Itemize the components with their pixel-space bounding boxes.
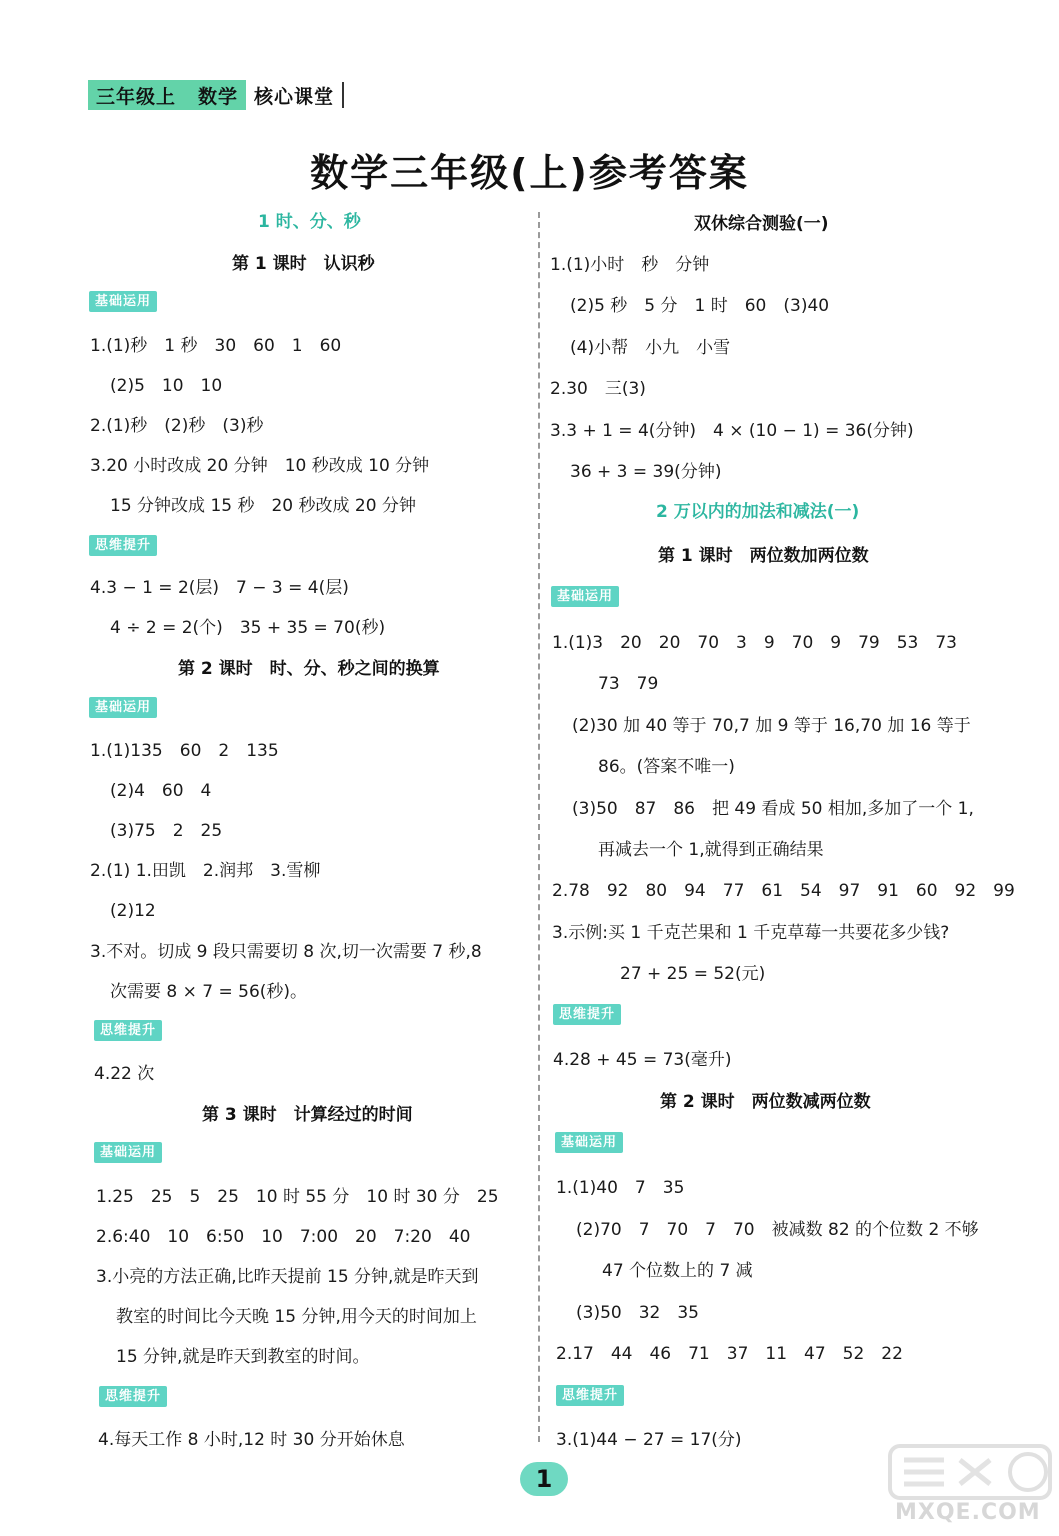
answer-line: (2)30 加 40 等于 70,7 加 9 等于 16,70 加 16 等于 <box>572 716 971 736</box>
chapter-heading-1: 1 时、分、秒 <box>258 212 361 232</box>
column-divider <box>538 212 540 1442</box>
answer-line: 36 + 3 = 39(分钟) <box>570 462 722 482</box>
answer-line: 86。(答案不唯一) <box>598 757 735 777</box>
answer-line: (2)12 <box>110 901 156 921</box>
grade-label: 三年级上 <box>96 85 177 108</box>
badge-thinking: 思维提升 <box>94 1020 162 1041</box>
lesson-title-3: 第 3 课时 计算经过的时间 <box>202 1105 413 1125</box>
lesson-title-r1: 第 1 课时 两位数加两位数 <box>658 546 869 566</box>
answer-line: (2)4 60 4 <box>110 781 212 801</box>
answer-line: 47 个位数上的 7 减 <box>602 1261 753 1281</box>
answer-line: 4.每天工作 8 小时,12 时 30 分开始休息 <box>98 1430 405 1450</box>
answer-line: 3.示例:买 1 千克芒果和 1 千克草莓一共要花多少钱? <box>552 923 950 943</box>
answer-line: 1.25 25 5 25 10 时 55 分 10 时 30 分 25 <box>96 1187 499 1207</box>
answer-line: (2)5 10 10 <box>110 376 223 396</box>
answer-line: 2.78 92 80 94 77 61 54 97 91 60 92 99 <box>552 881 1015 901</box>
badge-thinking: 思维提升 <box>556 1385 624 1406</box>
grade-subject-label <box>88 80 246 110</box>
badge-basic: 基础运用 <box>94 1142 162 1163</box>
lesson-title-2: 第 2 课时 时、分、秒之间的换算 <box>178 659 440 679</box>
series-label: 核心课堂 <box>254 85 335 108</box>
badge-basic: 基础运用 <box>555 1132 623 1153</box>
watermark-text: MXQE.COM <box>895 1500 1041 1525</box>
answer-line: 3.小亮的方法正确,比昨天提前 15 分钟,就是昨天到 <box>96 1267 479 1287</box>
answer-line: 1.(1)135 60 2 135 <box>90 741 279 761</box>
answer-line: 15 分钟改成 15 秒 20 秒改成 20 分钟 <box>110 496 416 516</box>
badge-thinking: 思维提升 <box>89 535 157 556</box>
answer-line: 2.17 44 46 71 37 11 47 52 22 <box>556 1344 903 1364</box>
answer-line: 3.3 + 1 = 4(分钟) 4 × (10 − 1) = 36(分钟) <box>550 421 914 441</box>
answer-line: 3.(1)44 − 27 = 17(分) <box>556 1430 742 1450</box>
answer-line: (2)70 7 70 7 70 被减数 82 的个位数 2 不够 <box>576 1220 979 1240</box>
page-number: 1 <box>520 1462 568 1496</box>
answer-line: 2.(1)秒 (2)秒 (3)秒 <box>90 416 264 436</box>
answer-line: 次需要 8 × 7 = 56(秒)。 <box>110 982 308 1002</box>
answer-line: 15 分钟,就是昨天到教室的时间。 <box>116 1347 370 1367</box>
answer-line: 4.28 + 45 = 73(毫升) <box>553 1050 732 1070</box>
lesson-title-1: 第 1 课时 认识秒 <box>232 254 375 274</box>
chapter-heading-2: 2 万以内的加法和减法(一) <box>656 502 860 522</box>
badge-basic: 基础运用 <box>89 291 157 312</box>
page-title: 数学三年级(上)参考答案 <box>310 151 749 195</box>
answer-line: 教室的时间比今天晚 15 分钟,用今天的时间加上 <box>116 1307 477 1327</box>
badge-thinking: 思维提升 <box>553 1004 621 1025</box>
answer-line: 1.(1)小时 秒 分钟 <box>550 255 710 275</box>
test-title: 双休综合测验(一) <box>694 214 829 234</box>
answer-line: 2.(1) 1.田凯 2.润邦 3.雪柳 <box>90 861 321 881</box>
answer-line: 4 ÷ 2 = 2(个) 35 + 35 = 70(秒) <box>110 618 386 638</box>
answer-line: 再减去一个 1,就得到正确结果 <box>598 840 824 860</box>
answer-line: (3)75 2 25 <box>110 821 223 841</box>
answer-line: 2.6:40 10 6:50 10 7:00 20 7:20 40 <box>96 1227 471 1247</box>
answer-line: 4.3 − 1 = 2(层) 7 − 3 = 4(层) <box>90 578 349 598</box>
answer-line: 1.(1)40 7 35 <box>556 1178 685 1198</box>
answer-line: 3.20 小时改成 20 分钟 10 秒改成 10 分钟 <box>90 456 430 476</box>
answer-line: 3.不对。切成 9 段只需要切 8 次,切一次需要 7 秒,8 <box>90 942 482 962</box>
answer-line: 2.30 三(3) <box>550 379 646 399</box>
answer-line: 27 + 25 = 52(元) <box>620 964 766 984</box>
badge-basic: 基础运用 <box>89 697 157 718</box>
answer-line: 73 79 <box>598 674 659 694</box>
badge-basic: 基础运用 <box>551 586 619 607</box>
lesson-title-r2: 第 2 课时 两位数减两位数 <box>660 1092 871 1112</box>
header-divider <box>342 82 344 108</box>
answer-line: 4.22 次 <box>94 1064 155 1084</box>
answer-line: (3)50 87 86 把 49 看成 50 相加,多加了一个 1, <box>572 799 974 819</box>
header-tab <box>88 80 344 110</box>
answer-line: (3)50 32 35 <box>576 1303 699 1323</box>
badge-thinking: 思维提升 <box>99 1386 167 1407</box>
answer-line: 1.(1)3 20 20 70 3 9 70 9 79 53 73 <box>552 633 957 653</box>
subject-label: 数学 <box>198 85 239 108</box>
answer-line: 1.(1)秒 1 秒 30 60 1 60 <box>90 336 342 356</box>
answer-line: (4)小帮 小九 小雪 <box>570 338 731 358</box>
answer-line: (2)5 秒 5 分 1 时 60 (3)40 <box>570 296 830 316</box>
